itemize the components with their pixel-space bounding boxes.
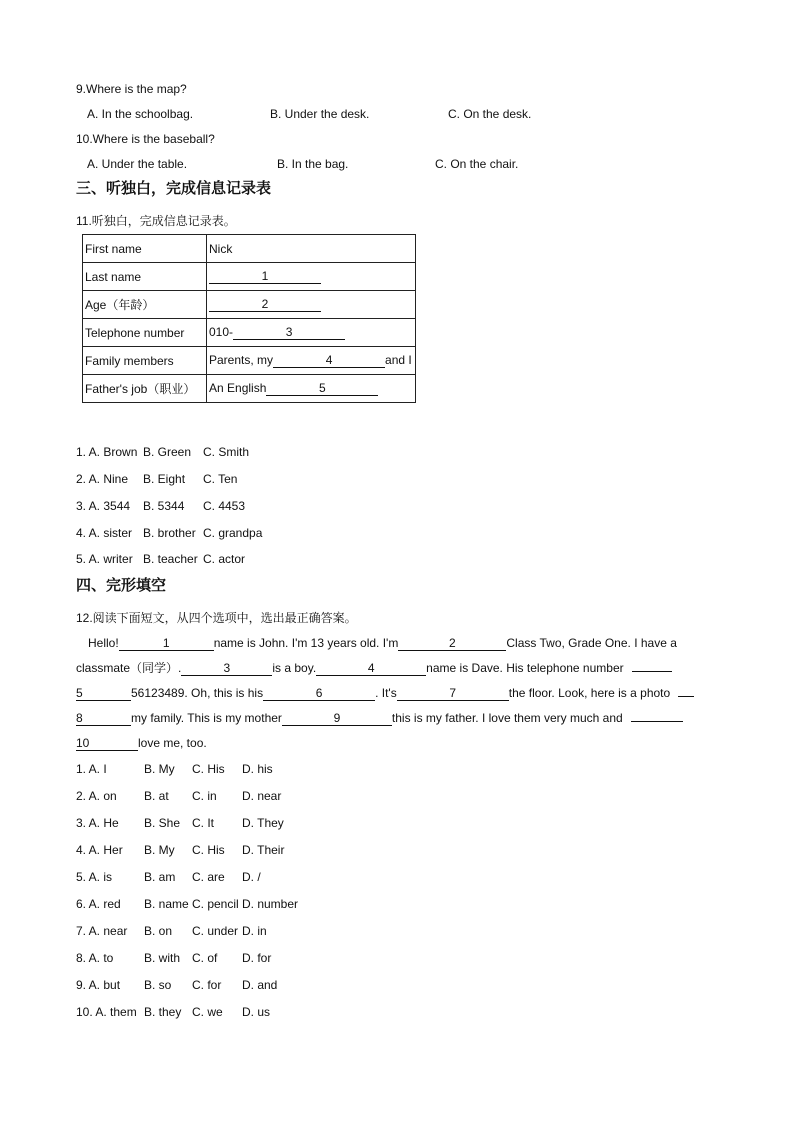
- choice-d: D. Their: [242, 843, 285, 857]
- choice-a: 7. A. near: [76, 924, 128, 938]
- choice-a: 9. A. but: [76, 978, 121, 992]
- choice-b: B. Green: [143, 445, 192, 459]
- passage-line-2: [76, 660, 672, 676]
- blank-10[interactable]: 10: [76, 736, 138, 751]
- blank-5-start: [632, 671, 672, 672]
- choice-c: C. for: [192, 978, 222, 992]
- table-row: [83, 263, 416, 291]
- choice-b: B. they: [144, 1005, 182, 1019]
- blank-2[interactable]: 2: [398, 636, 506, 651]
- choice-a: 5. A. writer: [76, 552, 133, 566]
- choice-c: C. actor: [203, 552, 246, 566]
- blank-3[interactable]: 3: [181, 661, 272, 676]
- choice-b: B. brother: [143, 526, 196, 540]
- table-row: [83, 235, 416, 263]
- choice-b: B. am: [144, 870, 176, 884]
- choice-b: B. She: [144, 816, 181, 830]
- choice-b: B. name: [144, 897, 189, 911]
- section-3-heading: 三、听独白，完成信息记录表: [76, 180, 272, 197]
- table-row: [83, 347, 416, 375]
- passage-text: my family. This is my mother: [131, 711, 282, 725]
- s3-choice-row-4: [76, 525, 262, 541]
- blank-4[interactable]: 4: [273, 353, 385, 368]
- blank-9[interactable]: 9: [282, 711, 392, 726]
- table-row: [83, 291, 416, 319]
- s4-choice-row-2: [76, 788, 281, 804]
- info-record-table: [82, 234, 416, 403]
- row-prefix: Parents, my: [209, 353, 274, 367]
- s4-choice-row-7: [76, 923, 267, 939]
- choice-a: 1. A. I: [76, 762, 107, 776]
- s4-choice-row-4: [76, 842, 284, 858]
- blank-7[interactable]: 7: [397, 686, 509, 701]
- q10-option-b: B. In the bag.: [277, 157, 349, 171]
- choice-a: 10. A. them: [76, 1005, 137, 1019]
- choice-a: 4. A. sister: [76, 526, 133, 540]
- q10-option-c: C. On the chair.: [435, 157, 519, 171]
- row-prefix: 010-: [209, 325, 234, 339]
- passage-text: Hello!: [88, 636, 119, 650]
- choice-c: C. His: [192, 762, 225, 776]
- passage-line-1: [88, 635, 677, 651]
- table-row: [83, 375, 416, 403]
- row-value: [207, 347, 416, 375]
- s4-choice-row-6: [76, 896, 298, 912]
- passage-text: is a boy.: [272, 661, 317, 675]
- blank-8-start: [678, 696, 694, 697]
- choice-d: D. his: [242, 762, 273, 776]
- choice-c: C. of: [192, 951, 218, 965]
- row-label: Telephone number: [83, 319, 207, 347]
- choice-b: B. on: [144, 924, 173, 938]
- question-9: 9.Where is the map?: [76, 82, 187, 96]
- passage-text: name is John. I'm 13 years old. I'm: [213, 636, 399, 650]
- row-value: [207, 319, 416, 347]
- choice-a: 8. A. to: [76, 951, 114, 965]
- choice-a: 2. A. Nine: [76, 472, 129, 486]
- choice-a: 3. A. He: [76, 816, 119, 830]
- question-11-instruction: 11.听独白，完成信息记录表。: [76, 214, 236, 228]
- choice-b: B. with: [144, 951, 181, 965]
- choice-c: C. we: [192, 1005, 223, 1019]
- choice-c: C. are: [192, 870, 225, 884]
- passage-text: Class Two, Grade One. I have a: [506, 636, 677, 650]
- row-label: First name: [83, 235, 207, 263]
- question-12-instruction: 12.阅读下面短文，从四个选项中，选出最正确答案。: [76, 611, 357, 625]
- choice-d: D. near: [242, 789, 282, 803]
- s4-choice-row-3: [76, 815, 284, 831]
- choice-c: C. pencil: [192, 897, 239, 911]
- s4-choice-row-10: [76, 1004, 270, 1020]
- row-value: [207, 235, 416, 263]
- row-prefix: An English: [209, 381, 267, 395]
- choice-c: C. in: [192, 789, 217, 803]
- passage-text: classmate（同学）.: [76, 661, 182, 675]
- passage-text: . It's: [375, 686, 397, 700]
- passage-text: love me, too.: [138, 736, 207, 750]
- choice-a: 2. A. on: [76, 789, 117, 803]
- table-row: [83, 319, 416, 347]
- choice-d: D. /: [242, 870, 261, 884]
- choice-a: 4. A. Her: [76, 843, 123, 857]
- choice-b: B. at: [144, 789, 169, 803]
- blank-5[interactable]: 5: [76, 686, 131, 701]
- choice-c: C. His: [192, 843, 225, 857]
- choice-b: B. My: [144, 762, 175, 776]
- passage-text: name is Dave. His telephone number: [426, 661, 624, 675]
- blank-4[interactable]: 4: [316, 661, 426, 676]
- s4-choice-row-5: [76, 869, 261, 885]
- choice-a: 1. A. Brown: [76, 445, 138, 459]
- choice-a: 3. A. 3544: [76, 499, 131, 513]
- choice-d: D. us: [242, 1005, 271, 1019]
- row-label: Father's job（职业）: [83, 375, 207, 403]
- row-prefix: Nick: [209, 241, 233, 256]
- choice-c: C. Smith: [203, 445, 250, 459]
- s3-choice-row-3: [76, 498, 245, 514]
- choice-c: C. Ten: [203, 472, 238, 486]
- passage-line-5: [76, 735, 207, 751]
- blank-10-start: [631, 721, 683, 722]
- blank-2[interactable]: 2: [209, 297, 321, 312]
- passage-line-4: [76, 710, 683, 726]
- choice-d: D. number: [242, 897, 299, 911]
- row-value: [207, 263, 416, 291]
- blank-6[interactable]: 6: [263, 686, 375, 701]
- choice-a: 5. A. is: [76, 870, 113, 884]
- s4-choice-row-9: [76, 977, 277, 993]
- s3-choice-row-5: [76, 551, 245, 567]
- choice-b: B. 5344: [143, 499, 185, 513]
- question-10: 10.Where is the baseball?: [76, 132, 215, 146]
- row-label: Last name: [83, 263, 207, 291]
- choice-d: D. in: [242, 924, 267, 938]
- choice-d: D. They: [242, 816, 284, 830]
- q9-option-c: C. On the desk.: [448, 107, 532, 121]
- choice-c: C. under: [192, 924, 239, 938]
- choice-d: D. and: [242, 978, 278, 992]
- passage-text: 56123489. Oh, this is his: [131, 686, 264, 700]
- choice-c: C. It: [192, 816, 215, 830]
- row-suffix: and I: [385, 353, 412, 367]
- passage-text: this is my father. I love them very much and: [391, 711, 623, 725]
- passage-text: the floor. Look, here is a photo: [508, 686, 671, 700]
- blank-8[interactable]: 8: [76, 711, 131, 726]
- row-value: [207, 291, 416, 319]
- blank-3[interactable]: 3: [233, 325, 345, 340]
- choice-c: C. 4453: [203, 499, 246, 513]
- choice-a: 6. A. red: [76, 897, 121, 911]
- row-label: Age（年龄）: [83, 291, 207, 319]
- blank-5[interactable]: 5: [266, 381, 378, 396]
- choice-b: B. so: [144, 978, 172, 992]
- row-label: Family members: [83, 347, 207, 375]
- s4-choice-row-1: [76, 761, 273, 777]
- q9-option-b: B. Under the desk.: [270, 107, 370, 121]
- choice-b: B. Eight: [143, 472, 186, 486]
- s3-choice-row-1: [76, 444, 249, 460]
- choice-b: B. teacher: [143, 552, 198, 566]
- blank-1[interactable]: 1: [119, 636, 214, 651]
- row-value: [207, 375, 416, 403]
- blank-1[interactable]: 1: [209, 269, 321, 284]
- section-4-heading: 四、完形填空: [76, 577, 167, 594]
- choice-c: C. grandpa: [203, 526, 263, 540]
- q9-option-a: A. In the schoolbag.: [87, 107, 194, 121]
- passage-line-3: [76, 685, 694, 701]
- q10-option-a: A. Under the table.: [87, 157, 188, 171]
- s3-choice-row-2: [76, 471, 237, 487]
- s4-choice-row-8: [76, 950, 271, 966]
- choice-b: B. My: [144, 843, 175, 857]
- choice-d: D. for: [242, 951, 272, 965]
